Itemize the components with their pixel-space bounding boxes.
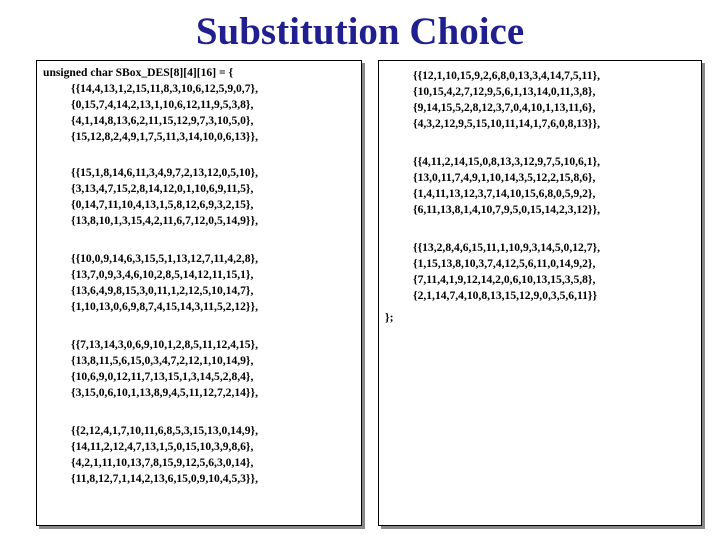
slide-title: Substitution Choice [195,10,525,53]
sbox-row: {0,14,7,11,10,4,13,1,5,8,12,6,9,3,2,15}, [71,198,254,211]
sbox-row: {4,2,1,11,10,13,7,8,15,9,12,5,6,3,0,14}, [71,456,254,469]
sbox-row: {{14,4,13,1,2,15,11,8,3,10,6,12,5,9,0,7}, [71,82,258,95]
sbox-row: {4,3,2,12,9,5,15,10,11,14,1,7,6,0,8,13}}, [413,117,600,130]
sbox-row: {14,11,2,12,4,7,13,1,5,0,15,10,3,9,8,6}, [71,440,254,453]
sbox-row: {13,6,4,9,8,15,3,0,11,1,2,12,5,10,14,7}, [71,284,254,297]
sbox-row: {4,1,14,8,13,6,2,11,15,12,9,7,3,10,5,0}, [71,114,254,127]
sbox-row: {15,12,8,2,4,9,1,7,5,11,3,14,10,0,6,13}}, [71,130,258,143]
sbox-row: {13,8,10,1,3,15,4,2,11,6,7,12,0,5,14,9}}, [71,214,258,227]
sbox-row: {7,11,4,1,9,12,14,2,0,6,10,13,15,3,5,8}, [413,273,596,286]
sbox-row: {{4,11,2,14,15,0,8,13,3,12,9,7,5,10,6,1}, [413,155,600,168]
array-declaration: unsigned char SBox_DES[8][4][16] = { [43,66,234,79]
sbox-block [413,68,600,132]
sbox-row: {1,4,11,13,12,3,7,14,10,15,6,8,0,5,9,2}, [413,187,596,200]
sbox-row: {13,7,0,9,3,4,6,10,2,8,5,14,12,11,15,1}, [71,268,254,281]
sbox-row: {10,6,9,0,12,11,7,13,15,1,3,14,5,2,8,4}, [71,370,254,383]
sbox-row: {3,15,0,6,10,1,13,8,9,4,5,11,12,7,2,14}}, [71,386,258,399]
sbox-row: {13,0,11,7,4,9,1,10,14,3,5,12,2,15,8,6}, [413,171,596,184]
sbox-block [71,423,258,487]
sbox-row: {{2,12,4,1,7,10,11,6,8,5,3,15,13,0,14,9}, [71,424,258,437]
sbox-row: {11,8,12,7,1,14,2,13,6,15,0,9,10,4,5,3}}, [71,472,258,485]
sbox-row: {0,15,7,4,14,2,13,1,10,6,12,11,9,5,3,8}, [71,98,254,111]
sbox-row: {1,10,13,0,6,9,8,7,4,15,14,3,11,5,2,12}}, [71,300,258,313]
right-code-panel [378,60,702,526]
sbox-row: {{15,1,8,14,6,11,3,4,9,7,2,13,12,0,5,10}, [71,166,258,179]
sbox-row: {6,11,13,8,1,4,10,7,9,5,0,15,14,2,3,12}}, [413,203,600,216]
sbox-block [71,337,258,401]
sbox-row: {10,15,4,2,7,12,9,5,6,1,13,14,0,11,3,8}, [413,85,596,98]
sbox-row: {9,14,15,5,2,8,12,3,7,0,4,10,1,13,11,6}, [413,101,596,114]
sbox-block [413,154,600,218]
sbox-block [71,251,258,315]
sbox-row: {13,8,11,5,6,15,0,3,4,7,2,12,1,10,14,9}, [71,354,254,367]
sbox-row: {{12,1,10,15,9,2,6,8,0,13,3,4,14,7,5,11}, [413,69,600,82]
sbox-block [413,240,600,304]
sbox-row: {2,1,14,7,4,10,8,13,15,12,9,0,3,5,6,11}} [413,289,598,302]
sbox-row: {{10,0,9,14,6,3,15,5,1,13,12,7,11,4,2,8}, [71,252,258,265]
left-code-panel [36,60,362,526]
sbox-row: {{13,2,8,4,6,15,11,1,10,9,3,14,5,0,12,7}, [413,241,600,254]
sbox-block [71,165,258,229]
sbox-row: {1,15,13,8,10,3,7,4,12,5,6,11,0,14,9,2}, [413,257,596,270]
sbox-row: {3,13,4,7,15,2,8,14,12,0,1,10,6,9,11,5}, [71,182,254,195]
sbox-block [71,81,258,145]
sbox-row: {{7,13,14,3,0,6,9,10,1,2,8,5,11,12,4,15}, [71,338,258,351]
array-closing: }; [385,311,394,324]
